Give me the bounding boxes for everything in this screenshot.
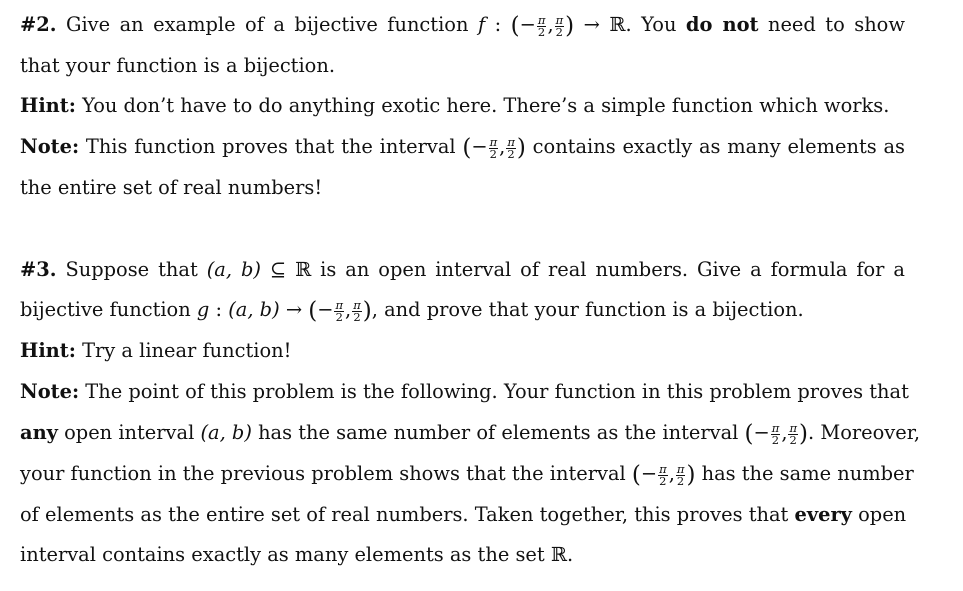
interval-neg-pi-half-pi-half: (− $\frac{\pi}{2}$ , $\frac{\pi}{2}$ ) [308, 298, 372, 325]
problem2-statement-line1: #2. Give an example of a bijective function f : (− $\frac{\pi}{2}$ , $\frac{\pi}{2}$ ) → ℝ. You do not need to show [20, 13, 905, 40]
problem2-note-line1: Note: This function proves that the interval (− $\frac{\pi}{2}$ , $\frac{\pi}{2}$ ) contains exactly as many elements as [20, 135, 905, 162]
problem2-hint: Hint: You don’t have to do anything exotic here. There’s a simple function which works. [20, 94, 890, 117]
note-label: Note: [20, 380, 80, 403]
note-label: Note: [20, 135, 80, 158]
problem3-note-line1: Note: The point of this problem is the following. Your function in this problem proves that [20, 380, 909, 403]
problem3-note-line2: any open interval (a, b) has the same number of elements as the interval (− $\frac{\pi}{2}$ , $\frac{\pi}{2}$ ). Moreover, [20, 421, 921, 448]
interval-neg-pi-half-pi-half: (− $\frac{\pi}{2}$ , $\frac{\pi}{2}$ ) [462, 135, 526, 162]
hint-label: Hint: [20, 94, 76, 117]
problem3-statement-line1: #3. Suppose that (a, b) ⊆ ℝ is an open interval of real numbers. Give a formula for a [20, 258, 905, 281]
interval-neg-pi-half-pi-half: (− $\frac{\pi}{2}$ , $\frac{\pi}{2}$ ) [510, 13, 575, 40]
problem2-number: #2. [20, 13, 57, 36]
hint-label: Hint: [20, 339, 76, 362]
problem3-note-line4: of elements as the entire set of real numbers. Taken together, this proves that every open [20, 503, 907, 526]
interval-neg-pi-half-pi-half: (− $\frac{\pi}{2}$ , $\frac{\pi}{2}$ ) [631, 462, 696, 489]
problem3-number: #3. [20, 258, 57, 281]
problem3-note-line3: your function in the previous problem shows that the interval (− $\frac{\pi}{2}$ , $\frac{\pi}{2}$ ) has the same number [20, 462, 914, 489]
problem3-statement-line2: bijective function g : (a, b) → (− $\frac{\pi}{2}$ , $\frac{\pi}{2}$ ), and prove that your function is a bijection. [20, 298, 804, 325]
problem2-note-line2: the entire set of real numbers! [20, 176, 323, 199]
interval-neg-pi-half-pi-half: (− $\frac{\pi}{2}$ , $\frac{\pi}{2}$ ) [744, 421, 809, 448]
problem2-statement-line2: that your function is a bijection. [20, 54, 336, 77]
problem3-note-line5: interval contains exactly as many elements as the set ℝ. [20, 543, 574, 566]
problem3-hint: Hint: Try a linear function! [20, 339, 292, 362]
